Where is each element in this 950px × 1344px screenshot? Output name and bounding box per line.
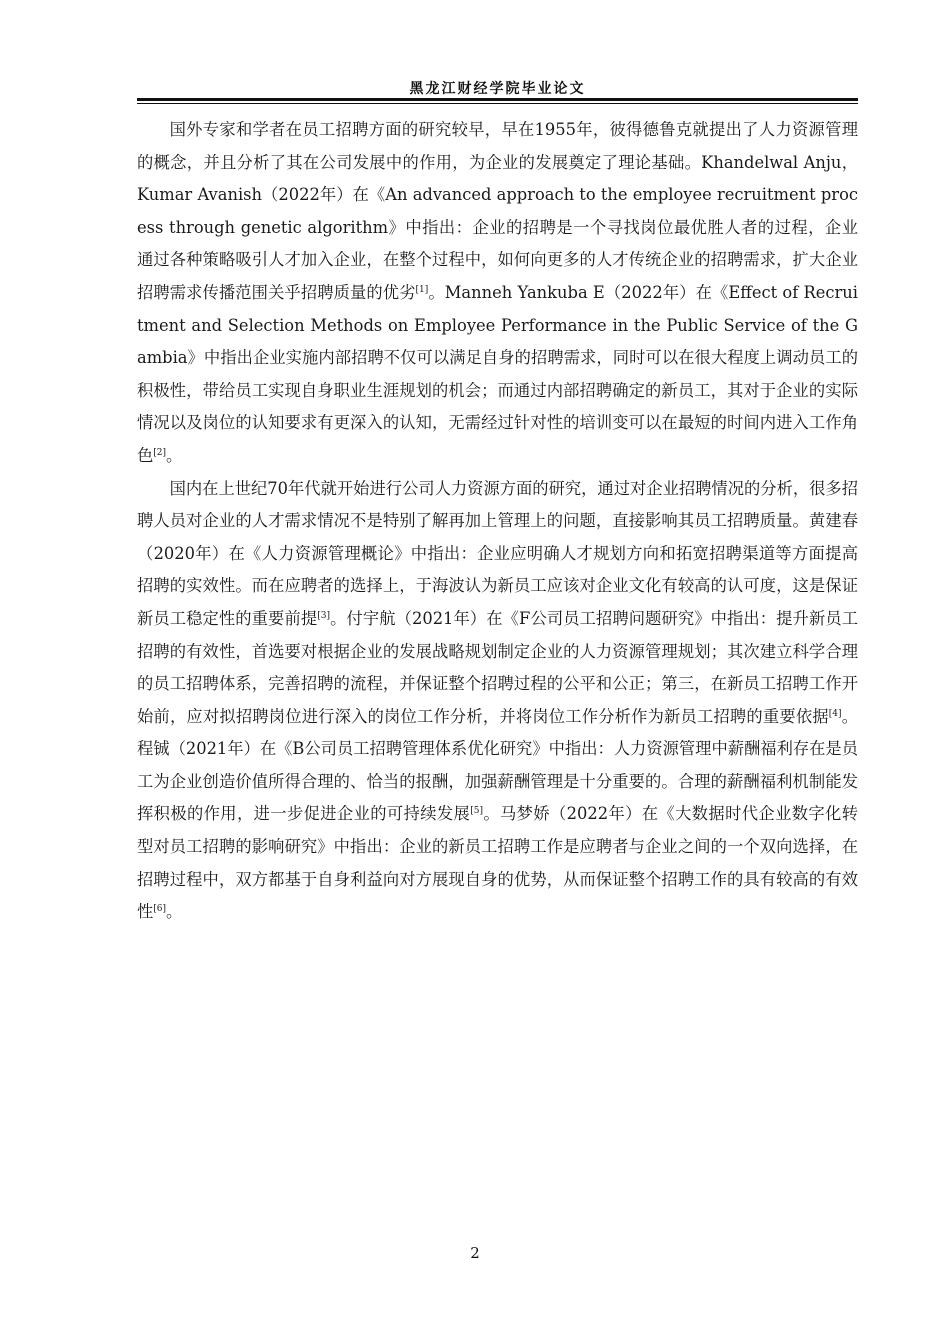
citation-ref: [5] [470, 806, 483, 817]
citation-ref: [1] [415, 284, 429, 295]
citation-ref: [2] [153, 447, 167, 458]
paragraph-text: 国内在上世纪70年代就开始进行公司人力资源方面的研究，通过对企业招聘情况的分析，很多招聘人员对企业的人才需求情况不是特别了解再加上管理上的问题，直接影响其员工招聘质量。黄建春（2020年）在《人力资源管理概论》中指出：企业应明确人才规划方向和拓宽招聘渠道等方面提高招聘的实效性。而在应聘者的选择上，于海波认为新员工应该对企业文化有较高的认可度，这是保证新员工稳定性的重要前提 [137, 478, 858, 628]
paragraph-text: 。马梦娇（2022年）在《大数据时代企业数字化转型对员工招聘的影响研究》中指出：企业的新员工招聘工作是应聘者与企业之间的一个双向选择，在招聘过程中，双方都基于自身利益向对方展现自身的优势，从而保证整个招聘工作的具有较高的有效性 [137, 804, 858, 922]
paragraph-text: 。 [166, 902, 183, 922]
citation-ref: [3] [317, 610, 330, 621]
page-number: 2 [470, 1244, 480, 1262]
citation-ref: [4] [828, 708, 842, 719]
paragraph-text: 。 [166, 445, 183, 465]
paragraph-text: 。Manneh Yankuba E（2022年）在《Effect of Recruitment and Selection Methods on Employee Performance in the Public Service of the Gambia》中指出企业实施内部招聘不仅可以满足自身的招聘需求，同时可以在很大程度上调动员工的积极性，带给员工实现自身职业生涯规划的机会；而通过内部招聘确定的新员工，其对于企业的实际情况以及岗位的认知要求有更深入的认知，无需经过针对性的培训变可以在最短的时间内进入工作角色 [137, 282, 858, 465]
paragraph-foreign-research [137, 114, 858, 473]
header-divider-thin [137, 103, 858, 104]
paragraph-text: 国外专家和学者在员工招聘方面的研究较早，早在1955年，彼得德鲁克就提出了人力资源管理的概念，并且分析了其在公司发展中的作用，为企业的发展奠定了理论基础。Khandelwal Anju，Kumar Avanish（2022年）在《An advanced approach to the employee recruitment process through genetic algorithm》中指出：企业的招聘是一个寻找岗位最优胜人者的过程，企业通过各种策略吸引人才加入企业，在整个过程中，如何向更多的人才传统企业的招聘需求，扩大企业招聘需求传播范围关乎招聘质量的优劣 [137, 120, 858, 302]
paragraph-text: 。付宇航（2021年）在《F公司员工招聘问题研究》中指出：提升新员工招聘的有效性，首选要对根据企业的发展战略规划制定企业的人力资源管理规划；其次建立科学合理的员工招聘体系，完善招聘的流程，并保证整个招聘过程的公平和公正；第三，在新员工招聘工作开始前，应对拟招聘岗位进行深入的岗位工作分析，并将岗位工作分析作为新员工招聘的重要依据 [137, 608, 858, 726]
paragraph-text: 。程铖（2021年）在《B公司员工招聘管理体系优化研究》中指出：人力资源管理中薪酬福利存在是员工为企业创造价值所得合理的、恰当的报酬，加强薪酬管理是十分重要的。合理的薪酬福利机制能发挥积极的作用，进一步促进企业的可持续发展 [137, 706, 858, 824]
paragraph-domestic-research [137, 473, 858, 929]
header-divider-thick [137, 98, 858, 101]
page-header-title: 黑龙江财经学院毕业论文 [409, 81, 586, 97]
body-text [137, 114, 858, 929]
citation-ref: [6] [153, 904, 167, 915]
